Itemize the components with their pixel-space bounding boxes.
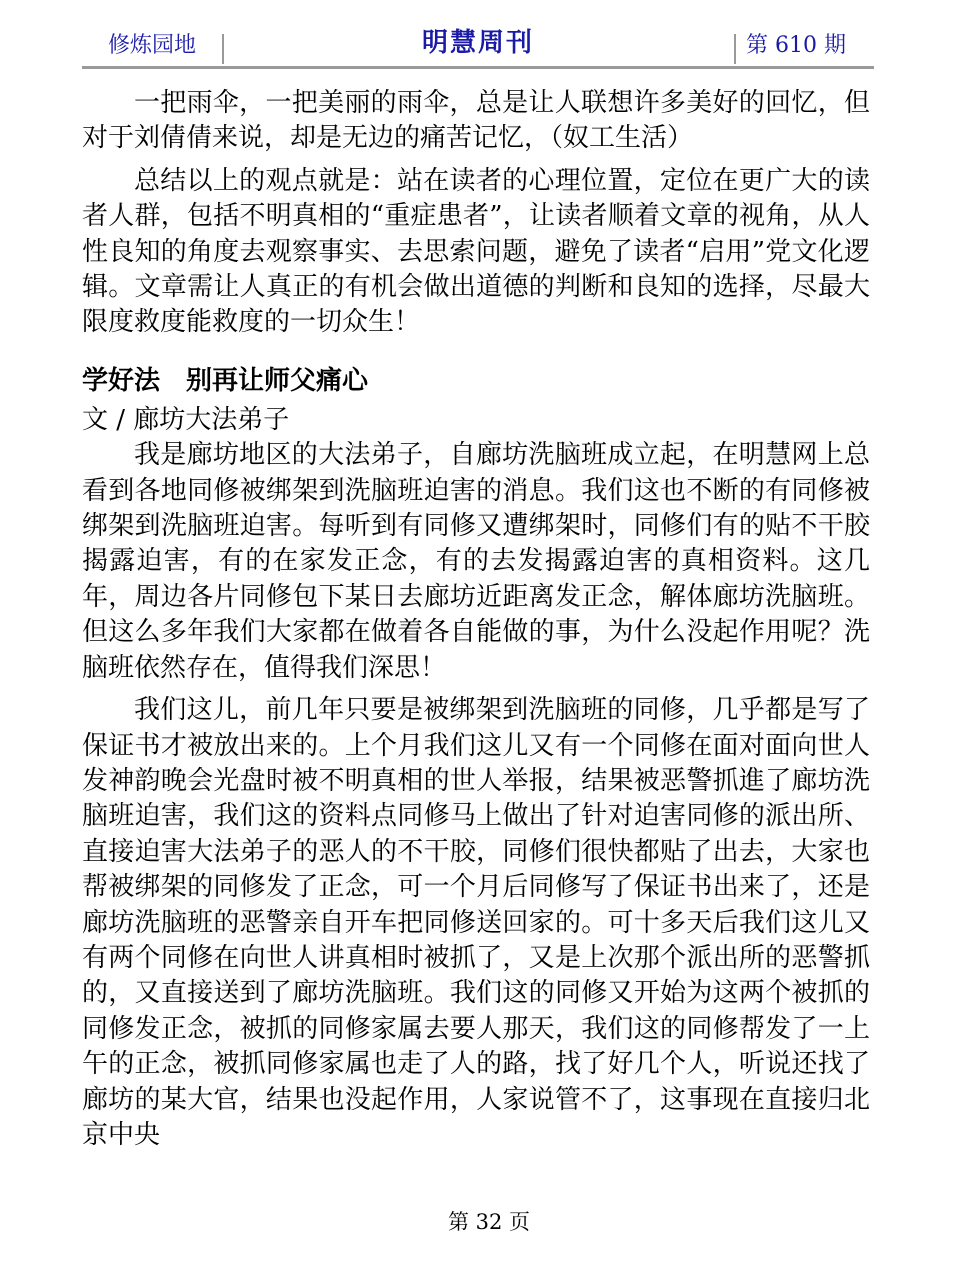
paragraph: 一把雨伞，一把美丽的雨伞，总是让人联想许多美好的回忆，但对于刘倩倩来说，却是无边的痛苦记忆，（奴工生活） (82, 88, 870, 154)
paragraph: 我们这儿，前几年只要是被绑架到洗脑班的同修，几乎都是写了保证书才被放出来的。上个月我们这儿又有一个同修在面对面向世人发神韵晚会光盘时被不明真相的世人举报，结果被恶警抓進了廊坊洗脑班迫害，我们这的资料点同修马上做出了针对迫害同修的派出所、直接迫害大法弟子的恶人的不干胶，同修们很快都贴了出去，大家也帮被绑架的同修发了正念，可一个月后同修写了保证书出来了，还是廊坊洗脑班的恶警亲自开车把同修送回家的。可十多天后我们这儿又有两个同修在向世人讲真相时被抓了，又是上次那个派出所的恶警抓的，又直接送到了廊坊洗脑班。我们这的同修又开始为这两个被抓的同修发正念，被抓的同修家属去要人那天，我们这的同修帮发了一上午的正念，被抓同修家属也走了人的路，找了好几个人，听说还找了廊坊的某大官，结果也没起作用，人家说管不了，这事现在直接归北京中央 (82, 695, 870, 1150)
section-name: 修炼园地 (108, 33, 197, 58)
publication-title: 明慧周刊 (421, 28, 534, 58)
header-rule (82, 66, 874, 69)
header-divider (734, 34, 736, 64)
page-content (82, 86, 870, 1153)
paragraph: 总结以上的观点就是：站在读者的心理位置，定位在更广大的读者人群，包括不明真相的“重症患者”，让读者顺着文章的视角，从人性良知的角度去观察事实、去思索问题，避免了读者“启用”党文化逻辑。文章需让人真正的有机会做出道德的判断和良知的选择，尽最大限度救度能救度的一切众生！ (82, 165, 870, 338)
article-author: 文 / 廊坊大法弟子 (82, 404, 290, 435)
page-number: 第 32 页 (447, 1210, 531, 1234)
issue-number: 第 610 期 (746, 33, 846, 58)
paragraph: 我是廊坊地区的大法弟子，自廊坊洗脑班成立起，在明慧网上总看到各地同修被绑架到洗脑班迫害的消息。我们这也不断的有同修被绑架到洗脑班迫害。每听到有同修又遭绑架时，同修们有的贴不干胶揭露迫害，有的在家发正念，有的去发揭露迫害的真相资料。这几年，周边各片同修包下某日去廊坊近距离发正念，解体廊坊洗脑班。但这么多年我们大家都在做着各自能做的事，为什么没起作用呢？洗脑班依然存在，值得我们深思！ (82, 440, 870, 683)
page-header (82, 26, 874, 68)
article-title: 学好法 别再让师父痛心 (82, 365, 369, 396)
